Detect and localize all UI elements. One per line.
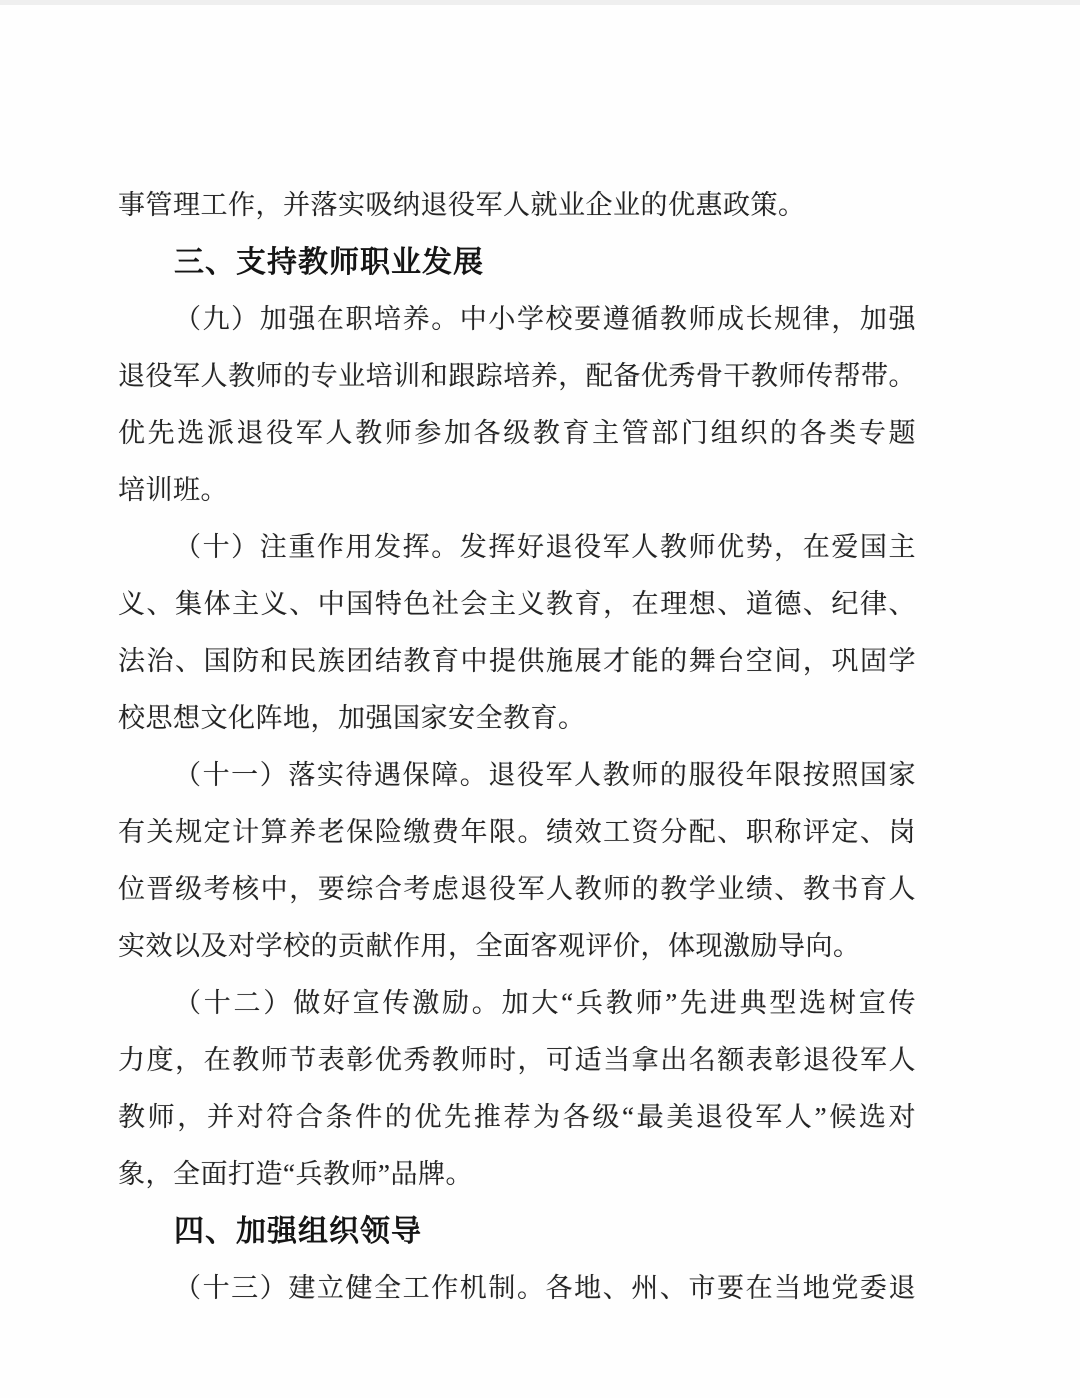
text-line: 法治、国防和民族团结教育中提供施展才能的舞台空间，巩固学 (118, 646, 916, 676)
document-text-block (118, 177, 916, 1317)
text-line: （十三）建立健全工作机制。各地、州、市要在当地党委退 (174, 1273, 916, 1303)
text-line: 事管理工作，并落实吸纳退役军人就业企业的优惠政策。 (118, 190, 806, 220)
scan-edge-strip (0, 0, 1080, 5)
paragraph (118, 975, 916, 1203)
text-line: 位晋级考核中，要综合考虑退役军人教师的教学业绩、教书育人 (118, 874, 916, 904)
text-line: （十）注重作用发挥。发挥好退役军人教师优势，在爱国主 (174, 532, 916, 562)
text-line: 力度，在教师节表彰优秀教师时，可适当拿出名额表彰退役军人 (118, 1045, 916, 1075)
section-heading (118, 234, 916, 291)
paragraph (118, 747, 916, 975)
text-line: 退役军人教师的专业培训和跟踪培养，配备优秀骨干教师传帮带。 (118, 361, 916, 391)
heading-text-line: 三、支持教师职业发展 (174, 246, 484, 279)
text-line: 培训班。 (118, 475, 228, 505)
text-line: 教师，并对符合条件的优先推荐为各级“最美退役军人”候选对 (118, 1102, 916, 1132)
paragraph (118, 1260, 916, 1317)
text-line: 义、集体主义、中国特色社会主义教育，在理想、道德、纪律、 (118, 589, 916, 619)
text-line: 校思想文化阵地，加强国家安全教育。 (118, 703, 586, 733)
paragraph (118, 177, 916, 234)
text-line: 有关规定计算养老保险缴费年限。绩效工资分配、职称评定、岗 (118, 817, 916, 847)
text-line: （十二）做好宣传激励。加大“兵教师”先进典型选树宣传 (174, 988, 916, 1018)
text-line: 优先选派退役军人教师参加各级教育主管部门组织的各类专题 (118, 418, 916, 448)
text-line: 象，全面打造“兵教师”品牌。 (118, 1159, 473, 1189)
heading-text-line: 四、加强组织领导 (174, 1215, 422, 1248)
paragraph (118, 519, 916, 747)
section-heading (118, 1203, 916, 1260)
text-line: 实效以及对学校的贡献作用，全面客观评价，体现激励导向。 (118, 931, 861, 961)
paragraph (118, 291, 916, 519)
text-line: （十一）落实待遇保障。退役军人教师的服役年限按照国家 (174, 760, 916, 790)
text-line: （九）加强在职培养。中小学校要遵循教师成长规律，加强 (174, 304, 916, 334)
